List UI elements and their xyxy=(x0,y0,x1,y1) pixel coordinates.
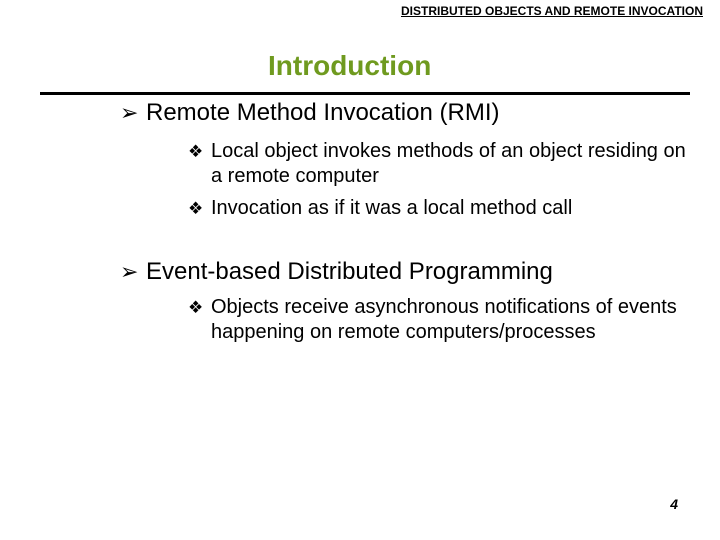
bullet-rmi xyxy=(120,99,499,127)
sub-bullet-local-object xyxy=(188,139,701,188)
diamond-flower-bullet-icon: ❖ xyxy=(188,142,204,161)
diamond-flower-bullet-icon: ❖ xyxy=(188,298,204,317)
sub-bullet-notifications xyxy=(188,295,701,344)
diamond-flower-bullet-icon: ❖ xyxy=(188,199,204,218)
slide-title: Introduction xyxy=(268,50,432,81)
slide-header: DISTRIBUTED OBJECTS AND REMOTE INVOCATION xyxy=(400,4,703,18)
sub-bullet-invocation-text: Invocation as if it was a local method call xyxy=(211,197,573,219)
arrowhead-bullet-icon: ➢ xyxy=(120,100,139,125)
sub-bullet-invocation xyxy=(188,196,701,221)
sub-bullet-local-object-text: Local object invokes methods of an object residing on a remote computer xyxy=(211,140,686,187)
bullet-event-based-text: Event-based Distributed Programming xyxy=(146,258,553,285)
bullet-event-based xyxy=(120,258,553,286)
page-number: 4 xyxy=(670,496,678,512)
sub-bullet-notifications-text: Objects receive asynchronous notifications of events happening on remote computers/processes xyxy=(211,296,677,343)
title-underline xyxy=(40,92,690,95)
bullet-rmi-text: Remote Method Invocation (RMI) xyxy=(146,99,500,126)
arrowhead-bullet-icon: ➢ xyxy=(120,259,139,284)
